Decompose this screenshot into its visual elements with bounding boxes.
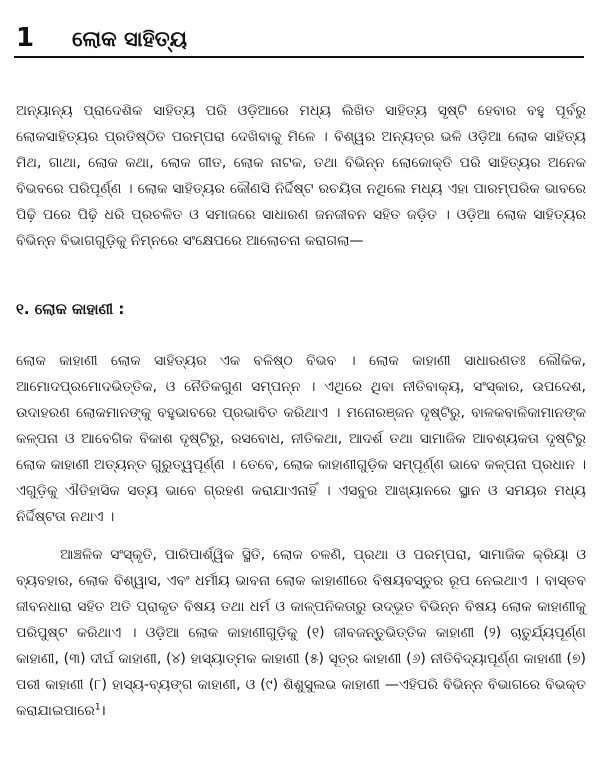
classification-text: ଆଞ୍ଚଳିକ ସଂସ୍କୃତି, ପାରିପାର୍ଶ୍ୱିକ ସ୍ଥିତି, ଲୋକ ଚଳଣି, ପ୍ରଥା ଓ ପରମ୍ପରା, ସାମାଜିକ କ୍ରିୟା ଓ ବ୍ୟବହାର, ଲୋକ ବିଶ୍ୱାସ, ଏବଂ ଧର୍ମୀୟ ଭାବନା ଲୋକ କାହାଣୀରେ ବିଷୟବସ୍ତୁର ରୂପ ନେଇଥାଏ । ବାସ୍ତବ ଜୀବନଧାରା ସହିତ ଅତି ପ୍ରାକୃତ ବିଷୟ ତଥା ଧର୍ମ ଓ କାଳ୍ପନିକତାରୁ ଉଦ୍ଭୂତ ବିଭିନ୍ନ ବିଷୟ ଲୋକ କାହାଣୀକୁ ପରିପୁଷ୍ଟ କରିଥାଏ । ଓଡ଼ିଆ ଲୋକ କାହାଣୀଗୁଡ଼ିକୁ (୧) ଜୀବଜନ୍ତୁଭିତ୍ତିକ କାହାଣୀ (୨) ଚାତୁର୍ଯ୍ୟପୂର୍ଣ୍ଣ କାହାଣୀ, (୩) ଦୀର୍ଘ କାହାଣୀ, (୪) ହାସ୍ୟାତ୍ମକ କାହାଣୀ (୫) ସୂତ୍ର କାହାଣୀ (୬) ନୀତିବିଦ୍ୟାପୂର୍ଣ୍ଣ କାହାଣୀ (୭) ପରୀ କାହାଣୀ (୮) ହାସ୍ୟ-ବ୍ୟଙ୍ଗ କାହାଣୀ, ଓ (୯) ଶିଶୁସୁଲଭ କାହାଣୀ —ଏହିପରି ବିଭିନ୍ନ ବିଭାଗରେ ବିଭକ୍ତ କରାଯାଇପାରେ (16, 547, 586, 719)
classification-paragraph (16, 542, 586, 724)
section-heading: ୧. ଲୋକ କାହାଣୀ : (16, 300, 125, 318)
chapter-header (14, 20, 584, 58)
chapter-title: ଲୋକ ସାହିତ୍ୟ (72, 27, 188, 51)
footnote-mark[interactable]: 1 (94, 702, 101, 713)
end-mark: । (100, 703, 106, 719)
chapter-number: 1 (16, 23, 35, 53)
folk-tale-paragraph: ଲୋକ କାହାଣୀ ଲୋକ ସାହିତ୍ୟର ଏକ ବଳିଷ୍ଠ ବିଭବ । ଲୋକ କାହାଣୀ ସାଧାରଣତଃ ଲୌକିକ, ଆମୋଦପ୍ରମୋଦଭିତ୍ତିକ, ଓ ନୈତିକଗୁଣ ସମ୍ପନ୍ନ । ଏଥିରେ ଥିବା ନୀତିବାକ୍ୟ, ସଂସ୍କାର, ଉପଦେଶ, ଉଦାହରଣ ଲୋକମାନଙ୍କୁ ବହୁଭାବରେ ପ୍ରଭାବିତ କରିଥାଏ । ମନୋରଞ୍ଜନ ଦୃଷ୍ଟିରୁ, ବାଳକବାଳିକାମାନଙ୍କ କଳ୍ପନା ଓ ଆବେଗିକ ବିକାଶ ଦୃଷ୍ଟିରୁ, ରସବୋଧ, ନୀତିକଥା, ଆଦର୍ଶ ତଥା ସାମାଜିକ ଆବଶ୍ୟକତା ଦୃଷ୍ଟିରୁ ଲୋକ କାହାଣୀ ଅତ୍ୟନ୍ତ ଗୁରୁତ୍ୱପୂର୍ଣ୍ଣ । ତେବେ, ଲୋକ କାହାଣୀଗୁଡ଼ିକ ସମ୍ପୂର୍ଣ୍ଣ ଭାବେ କଳ୍ପନା ପ୍ରଧାନ । ଏଗୁଡ଼ିକୁ ଐତିହାସିକ ସତ୍ୟ ଭାବେ ଗ୍ରହଣ କରାଯାଏନାହିଁ । ଏସବୁର ଆଖ୍ୟାନରେ ସ୍ଥାନ ଓ ସମୟର ମଧ୍ୟ ନିର୍ଦ୍ଦିଷ୍ଟତା ନଥାଏ । (16, 353, 586, 525)
intro-paragraph: ଅନ୍ୟାନ୍ୟ ପ୍ରାଦେଶିକ ସାହିତ୍ୟ ପରି ଓଡ଼ିଆରେ ମଧ୍ୟ ଲିଖିତ ସାହିତ୍ୟ ସୃଷ୍ଟି ହେବାର ବହୁ ପୂର୍ବରୁ ଲୋକସାହିତ୍ୟର ପ୍ରତିଷ୍ଠିତ ପରମ୍ପରା ଦେଖିବାକୁ ମିଳେ । ବିଶ୍ୱର ଅନ୍ୟତ୍ର ଭଳି ଓଡ଼ିଆ ଲୋକ ସାହିତ୍ୟ ମିଥ, ଗାଥା, ଲୋକ କଥା, ଲୋକ ଗୀତ, ଲୋକ ନାଟକ, ତଥା ବିଭିନ୍ନ ଲୋକୋକ୍ତି ପରି ସାହିତ୍ୟର ଅନେକ ବିଭବରେ ପରିପୂର୍ଣ୍ଣ । ଲୋକ ସାହିତ୍ୟର କୌଣସି ନିର୍ଦ୍ଦିଷ୍ଟ ରଚୟିତା ନଥିଲେ ମଧ୍ୟ ଏହା ପାରମ୍ପରିକ ଭାବରେ ପିଢ଼ି ପରେ ପିଢ଼ି ଧରି ପ୍ରଚଳିତ ଓ ସମାଜରେ ସାଧାରଣ ଜନଜୀବନ ସହିତ ଜଡ଼ିତ । ଓଡ଼ିଆ ଲୋକ ସାହିତ୍ୟର ବିଭିନ୍ନ ବିଭାଗଗୁଡ଼ିକୁ ନିମ୍ନରେ ସଂକ୍ଷେପରେ ଆଲୋଚନା କରାଗଲା— (16, 103, 586, 249)
